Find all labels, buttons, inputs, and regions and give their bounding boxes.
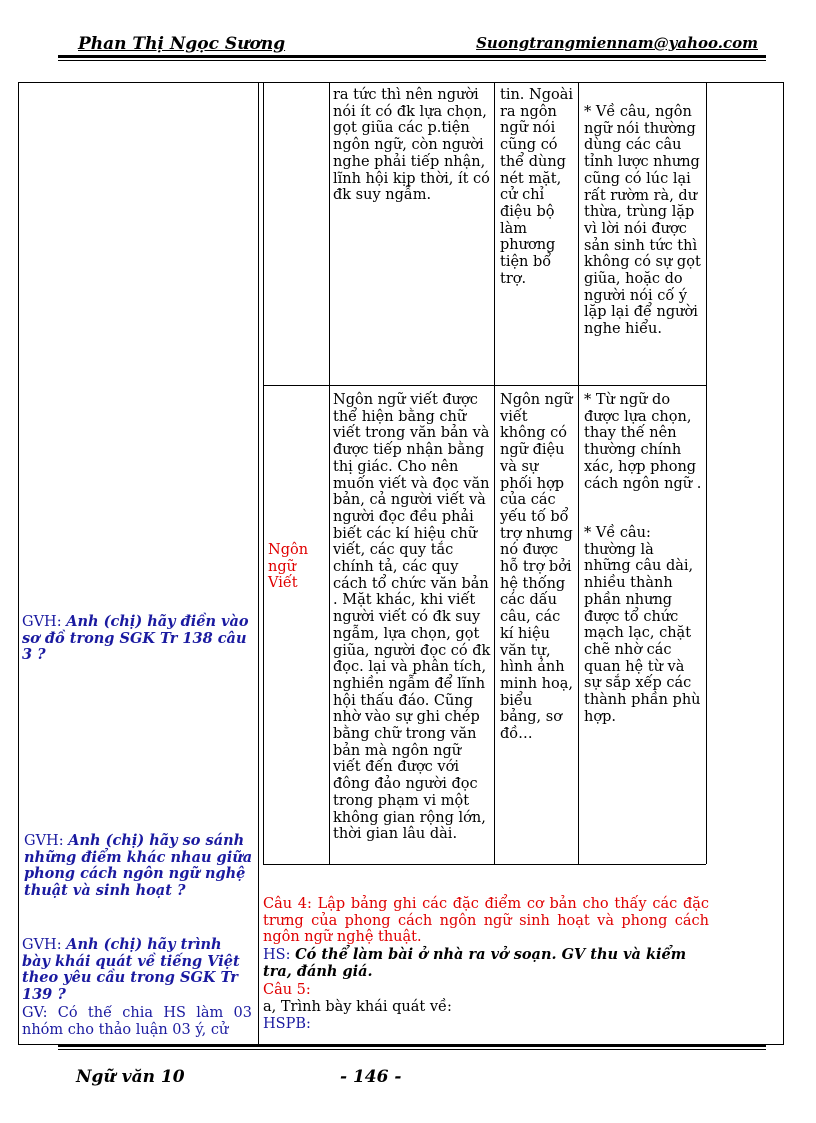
author-email: Suongtrangmiennam@yahoo.com [476, 34, 758, 52]
gv-instruction: GV: Có thể chia HS làm 03 nhóm cho thảo luận 03 ý, cử [22, 1005, 252, 1038]
inner-table-right-border [706, 82, 707, 864]
row2-col3-text: Ngôn ngữ viết không có ngữ điệu và sự phối hợp của các yếu tố bổ trợ nhưng nó được hỗ trợ bởi hệ thống các dấu câu, các kí hiệu văn tự, hình ảnh minh hoạ, biểu bảng, sơ đồ… [500, 392, 573, 743]
row2-col4a-text: * Từ ngữ do được lựa chọn, thay thế nên thường chính xác, hợp phong cách ngôn ngữ . [584, 392, 702, 492]
hs-label: HS: [263, 947, 291, 963]
footer-rule [58, 1044, 766, 1047]
row1-col3-text: tin. Ngoài ra ngôn ngữ nói cũng có thể dùng nét mặt, cử chỉ điệu bộ làm phương tiện bổ trợ. [500, 87, 574, 287]
cau4-text: Câu 4: Lập bảng ghi các đặc điểm cơ bản cho thấy các đặc trưng của phong cách ngôn ngữ sinh hoạt và phong cách ngôn ngữ nghệ thuật. [263, 896, 709, 946]
column-divider [258, 82, 259, 1045]
row1-col2-text: ra tức thì nên người nói ít có đk lựa chọn, gọt giũa các p.tiện ngôn ngữ, còn người nghe phải tiếp nhận, lĩnh hội kịp thời, ít có đk suy ngẫm. [333, 87, 490, 204]
hs-answer [263, 947, 709, 980]
inner-col-divider-1 [329, 82, 330, 864]
inner-table-left-border [263, 82, 264, 864]
page-header [58, 34, 766, 56]
cau5a-text: a, Trình bày khái quát về: [263, 999, 452, 1015]
hs-text: Có thể làm bài ở nhà ra vở soạn. GV thu và kiểm tra, đánh giá. [263, 946, 687, 980]
hspb-label: HSPB: [263, 1016, 311, 1032]
inner-col-divider-3 [578, 82, 579, 864]
row2-col4b-text: * Về câu: thường là những câu dài, nhiều thành phần nhưng được tổ chức mạch lạc, chặt chẽ nhờ các quan hệ từ và sự sắp xếp các thành phần phù hợp. [584, 525, 701, 725]
footer-subject: Ngữ văn 10 [76, 1067, 185, 1087]
inner-table-bottom [263, 864, 706, 865]
author-name: Phan Thị Ngọc Sương [78, 34, 286, 54]
cau5-label: Câu 5: [263, 982, 311, 998]
header-rule-thin [58, 60, 766, 61]
inner-row-divider [263, 385, 706, 386]
q5-text: Anh (chị) hãy trình bày khái quát về tiếng Việt theo yêu cầu trong SGK Tr 139 ? [22, 936, 240, 1004]
header-rule [58, 55, 766, 58]
inner-col-divider-2 [494, 82, 495, 864]
page-number: - 146 - [340, 1067, 402, 1087]
q3-prefix: GVH: [22, 614, 62, 630]
q5-prefix: GVH: [22, 937, 62, 953]
question-3 [22, 614, 252, 664]
footer-rule-thin [58, 1049, 766, 1050]
row1-col4-text: * Về câu, ngôn ngữ nói thường dùng các câu tỉnh lược nhưng cũng có lúc lại rất rườm rà, dư thừa, trùng lặp vì lời nói được sản sinh tức thì không có sự gọt giũa, hoặc do người nói cố ý lặp lại để người nghe hiểu. [584, 104, 701, 338]
q4-text: Anh (chị) hãy so sánh những điểm khác nhau giữa phong cách ngôn ngữ nghệ thuật và sinh hoạt ? [24, 832, 253, 900]
q4-prefix: GVH: [24, 833, 64, 849]
row2-col2-text: Ngôn ngữ viết được thể hiện bằng chữ viết trong văn bản và được tiếp nhận bằng thị giác. Cho nên muốn viết và đọc văn bản, cả người viết và người đọc đều phải biết các kí hiệu chữ viết, các quy tắc chính tả, các quy cách tổ chức văn bản . Mặt khác, khi viết người viết có đk suy ngẫm, lựa chọn, gọt giũa, người đọc có đk đọc. lại và phân tích, nghiền ngẫm để lĩnh hội thấu đáo. Cũng nhờ vào sự ghi chép bằng chữ trong văn bản mà ngôn ngữ viết đến được với đông đảo người đọc trong phạm vi một không gian rộng lớn, thời gian lâu dài. [333, 392, 491, 843]
row2-label: Ngôn ngữ Viết [268, 542, 309, 592]
question-5 [22, 937, 252, 1004]
q3-text: Anh (chị) hãy điền vào sơ đồ trong SGK Tr 138 câu 3 ? [22, 613, 249, 664]
question-4 [24, 833, 254, 900]
